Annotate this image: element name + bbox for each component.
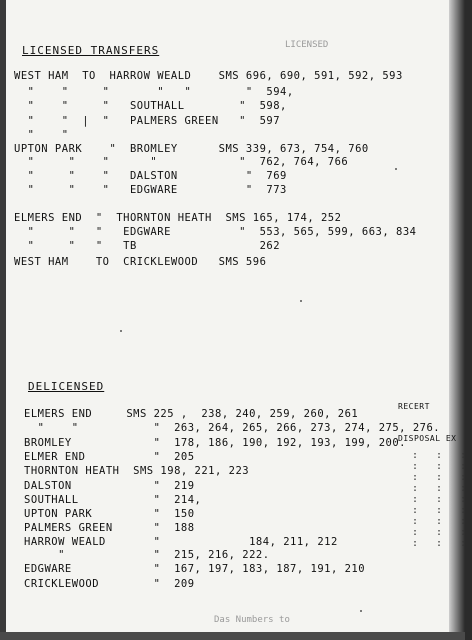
scan-speck (360, 610, 362, 612)
delicensed-line: " " " 263, 264, 265, 266, 273, 274, 275, 276. (24, 422, 441, 434)
delicensed-line: ELMER END " 205 (24, 451, 195, 463)
recert-note: RECERT (398, 402, 430, 411)
delicensed-line: ELMERS END SMS 225 , 238, 240, 259, 260, 261 (24, 408, 359, 420)
scan-edge-bottom (0, 632, 465, 640)
licensed-line: " " | " PALMERS GREEN " 597 (14, 115, 281, 127)
delicensed-line: CRICKLEWOOD " 209 (24, 578, 195, 590)
licensed-line: " " " EDGWARE " 553, 565, 599, 663, 834 (14, 226, 417, 238)
licensed-line: ELMERS END " THORNTON HEATH SMS 165, 174, 252 (14, 212, 342, 224)
licensed-line: " " " EDGWARE " 773 (14, 184, 287, 196)
licensed-line: UPTON PARK " BROMLEY SMS 339, 673, 754, 760 (14, 143, 369, 155)
delicensed-line: THORNTON HEATH SMS 198, 221, 223 (24, 465, 250, 477)
delicensed-line: PALMERS GREEN " 188 (24, 522, 195, 534)
delicensed-line: EDGWARE " 167, 197, 183, 187, 191, 210 (24, 563, 366, 575)
licensed-line: " " " TB 262 (14, 240, 281, 252)
footer-text: Das Numbers to (214, 615, 290, 625)
licensed-line: " " (14, 129, 69, 141)
delicensed-line: " " 215, 216, 222. (24, 549, 270, 561)
licensed-line: WEST HAM TO CRICKLEWOOD SMS 596 (14, 256, 267, 268)
licensed-line: WEST HAM TO HARROW WEALD SMS 696, 690, 591, 592, 593 (14, 70, 403, 82)
faint-bleed-through: LICENSED (285, 40, 329, 50)
licensed-transfers-heading: LICENSED TRANSFERS (22, 44, 160, 57)
licensed-line: " " " " " 762, 764, 766 (14, 156, 349, 168)
licensed-line: " " " SOUTHALL " 598, (14, 100, 287, 112)
scan-edge-left (0, 0, 6, 640)
margin-dot-column: : : : : : : : : : : : : : : : : : : : : : : : : : : : (412, 450, 472, 549)
delicensed-line: BROMLEY " 178, 186, 190, 192, 193, 199, 200. (24, 437, 407, 449)
delicensed-line: HARROW WEALD " 184, 211, 212 (24, 536, 338, 548)
scan-speck (120, 330, 122, 332)
delicensed-line: DALSTON " 219 (24, 480, 195, 492)
disposal-note: DISPOSAL EX (398, 434, 457, 443)
delicensed-heading: DELICENSED (28, 380, 105, 393)
licensed-line: " " " " " " 594, (14, 86, 294, 98)
delicensed-line: UPTON PARK " 150 (24, 508, 195, 520)
delicensed-line: SOUTHALL " 214, (24, 494, 202, 506)
licensed-line: " " " DALSTON " 769 (14, 170, 287, 182)
scan-speck (395, 168, 397, 170)
scan-speck (300, 300, 302, 302)
